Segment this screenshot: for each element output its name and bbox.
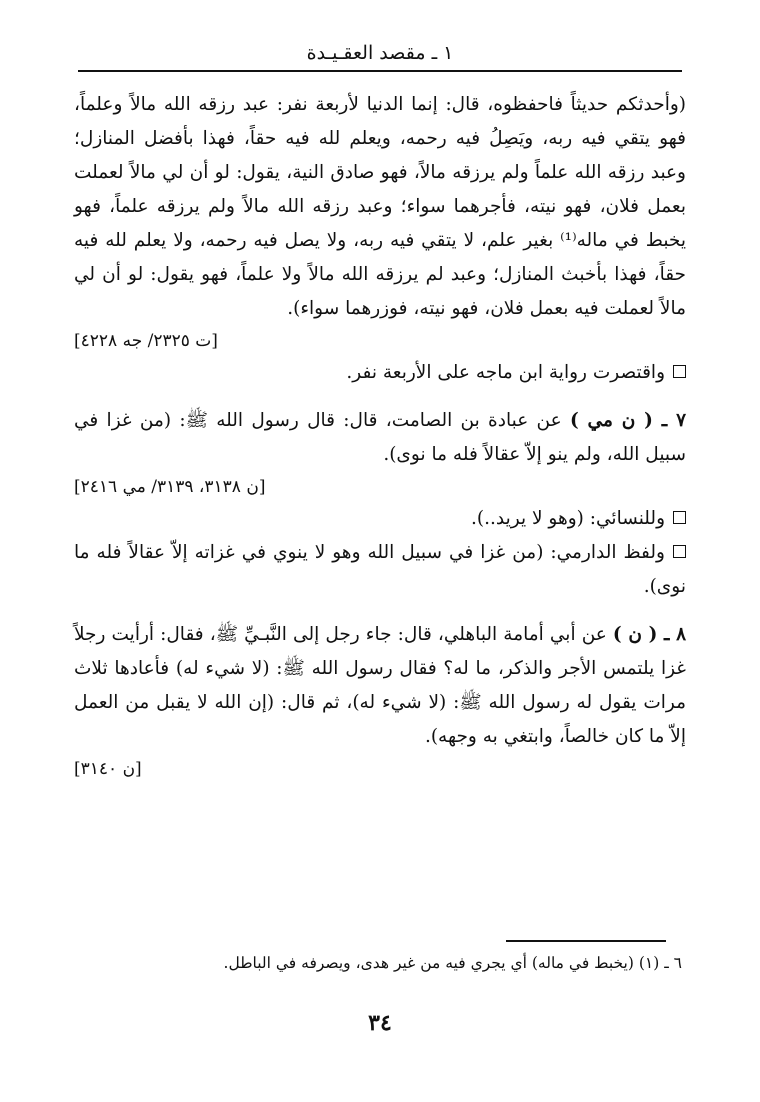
- hadith-8: [74, 618, 686, 754]
- spacer: [74, 604, 686, 618]
- footnote: ٦ ـ (١) (يخبط في ماله) أي يجري فيه من غير هدى، ويصرفه في الباطل.: [223, 954, 682, 972]
- hadith-7-note-darimi: ولفظ الدارمي: (من غزا في سبيل الله وهو لا ينوي في غزاته إلاّ عقالاً فله ما نوى).: [74, 542, 686, 597]
- footnote-rule: [506, 940, 666, 942]
- running-header: ١ ـ مقصد العقـيـدة: [306, 42, 454, 64]
- hadith-7-note-nasai: وللنسائي: (وهو لا يريد..).: [74, 502, 686, 536]
- square-bullet-icon: [673, 365, 686, 378]
- main-text: [74, 88, 686, 784]
- spacer: [74, 390, 686, 404]
- hadith-7: [74, 404, 686, 472]
- hadith-6-note: واقتصرت رواية ابن ماجه على الأربعة نفر.: [74, 356, 686, 390]
- hadith-8-reference: [ن ٣١٤٠]: [74, 759, 142, 779]
- hadith-7-text: عن عبادة بن الصامت، قال: قال رسول الله ﷺ: (من غزا في سبيل الله، ولم ينو إلاّ عقالاً فله ما نوى).: [74, 410, 686, 465]
- hadith-7-reference: [ن ٣١٣٨، ٣١٣٩/ مي ٢٤١٦]: [74, 477, 266, 497]
- hadith-6-continuation: (وأحدثكم حديثاً فاحفظوه، قال: إنما الدنيا لأربعة نفر: عبد رزقه الله مالاً وعلماً، فهو يتقي فيه ربه، ويَصِلُ فيه رحمه، ويعلم لله فيه حقاً، فهذا بأفضل المنازل؛ وعبد رزقه الله علماً ولم يرزقه مالاً، فهو صادق النية، يقول: لو أن لي مالاً لعملت بعمل فلان، فهو نيته، فأجرهما سواء؛ وعبد رزقه الله مالاً ولم يرزقه علماً، فهو يخبط في ماله⁽¹⁾ بغير علم، لا يتقي فيه ربه، ولا يصل فيه رحمه، ولا يعلم لله فيه حقاً، فهذا بأخبث المنازل؛ وعبد لم يرزقه الله مالاً ولا علماً، فهو يقول: لو أن لي مالاً لعملت فيه بعمل فلان، فهو نيته، فوزرهما سواء).: [74, 94, 686, 319]
- square-bullet-icon: [673, 511, 686, 524]
- header-rule: [78, 70, 682, 72]
- hadith-8-text: عن أبي أمامة الباهلي، قال: جاء رجل إلى النَّبـيِّ ﷺ، فقال: أرأيت رجلاً غزا يلتمس الأجر والذكر، ما له؟ فقال رسول الله ﷺ: (لا شيء له) فأعادها ثلاث مرات يقول له رسول الله ﷺ: (لا شيء له)، ثم قال: (إن الله لا يقبل من العمل إلاّ ما كان خالصاً، وابتغي به وجهه).: [74, 624, 686, 747]
- page-number: ٣٤: [368, 1010, 392, 1036]
- square-bullet-icon: [673, 545, 686, 558]
- hadith-6-reference: [ت ٢٣٢٥/ جه ٤٢٢٨]: [74, 331, 218, 351]
- hadith-8-number: ٨ ـ ( ن ): [612, 624, 686, 645]
- hadith-7-number: ٧ ـ ( ن مي ): [569, 410, 686, 431]
